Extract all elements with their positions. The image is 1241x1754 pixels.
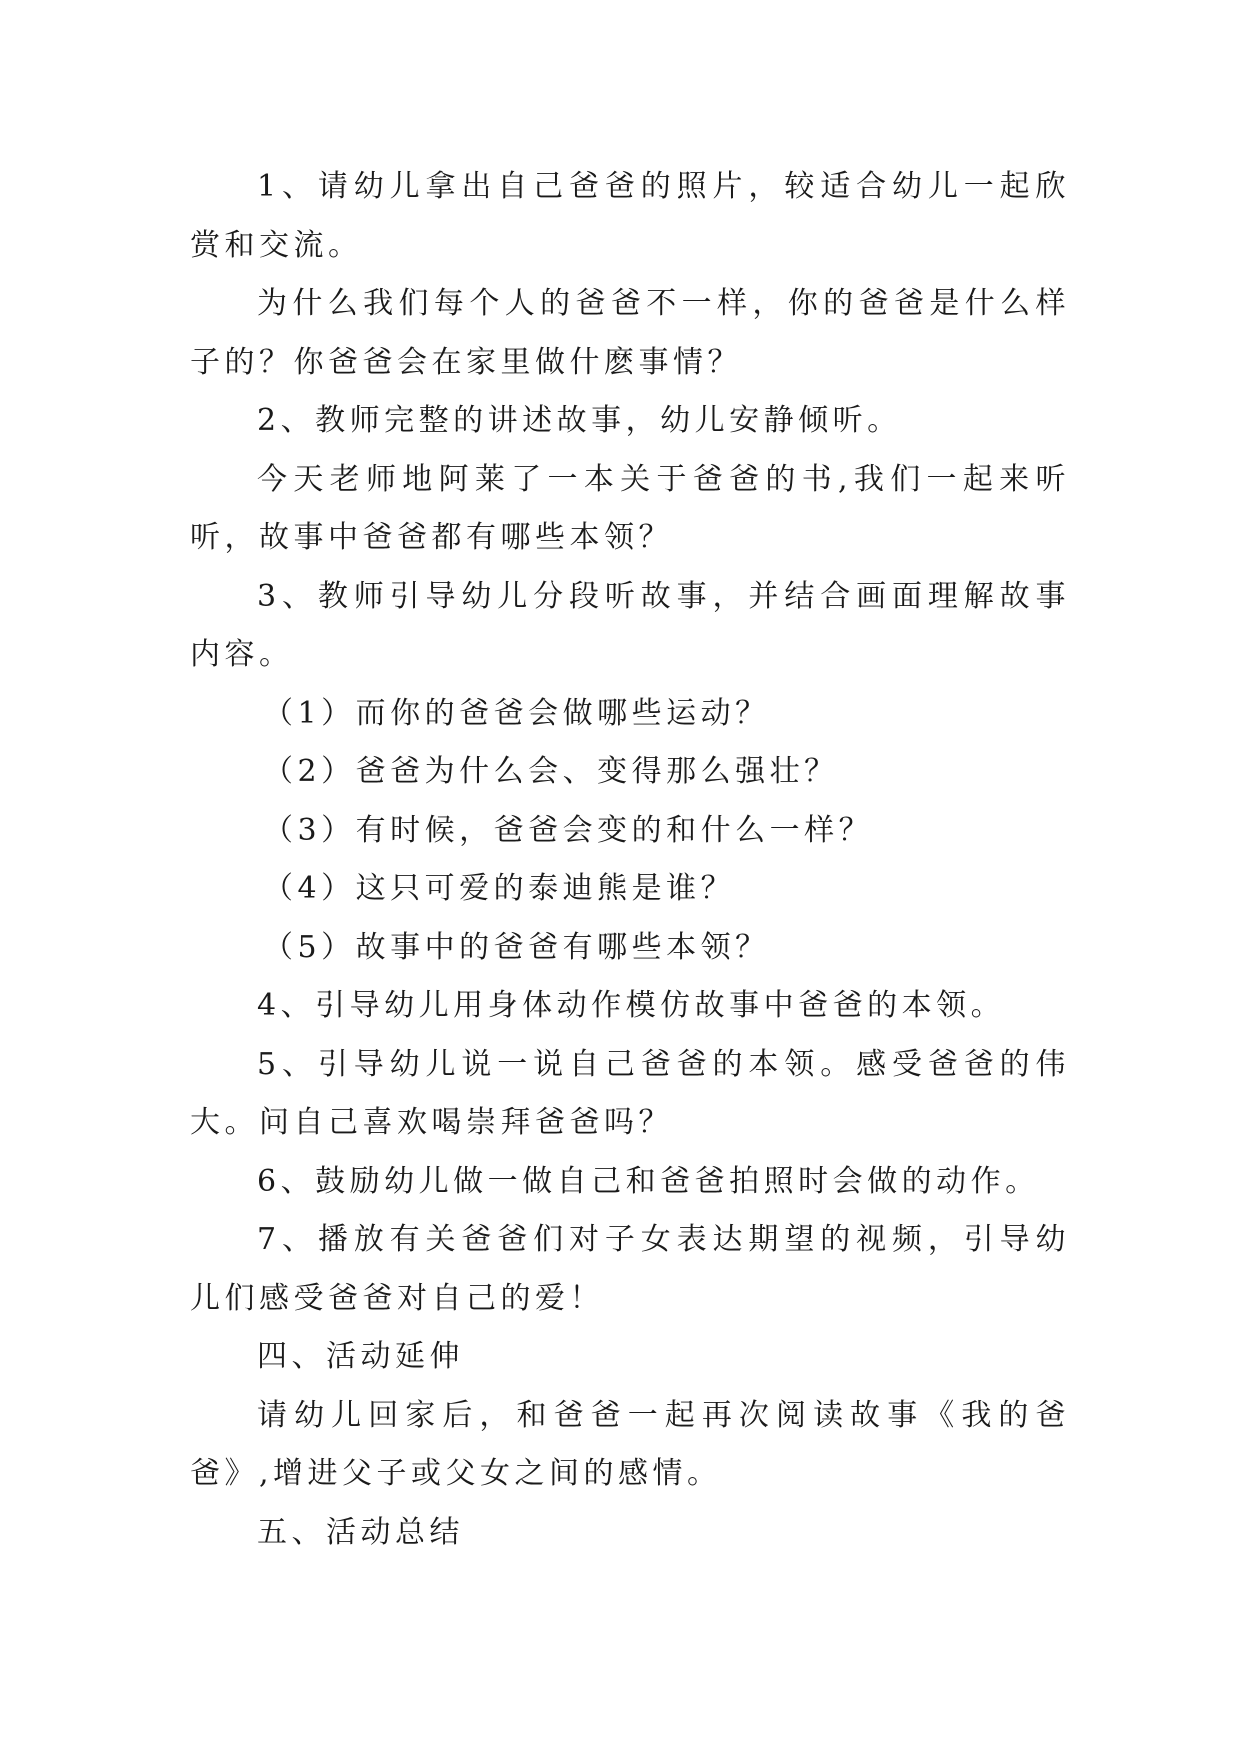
- paragraph-extension: 请幼儿回家后，和爸爸一起再次阅读故事《我的爸爸》,增进父子或父女之间的感情。: [190, 1397, 1070, 1491]
- paragraph-question-5: （5）故事中的爸爸有哪些本领？: [263, 929, 770, 965]
- section-heading-extension: 四、活动延伸: [257, 1339, 464, 1374]
- paragraph-step-7: 7、播放有关爸爸们对子女表达期望的视频，引导幼儿们感受爸爸对自己的爱！: [190, 1222, 1070, 1316]
- paragraph-question-4: （4）这只可爱的泰迪熊是谁？: [263, 871, 736, 906]
- paragraph-step-4: 4、引导幼儿用身体动作模仿故事中爸爸的本领。: [257, 988, 1006, 1023]
- document-body: [190, 158, 1070, 1562]
- paragraph-question-1: （1）而你的爸爸会做哪些运动？: [263, 695, 770, 731]
- paragraph-step-5: 5、引导幼儿说一说自己爸爸的本领。感受爸爸的伟大。问自己喜欢喝崇拜爸爸吗？: [190, 1046, 1070, 1140]
- paragraph-step-1: 1、请幼儿拿出自己爸爸的照片，较适合幼儿一起欣赏和交流。: [190, 169, 1070, 263]
- section-heading-summary: 五、活动总结: [257, 1514, 464, 1550]
- paragraph-step-3: 3、教师引导幼儿分段听故事，并结合画面理解故事内容。: [190, 578, 1070, 672]
- paragraph-step-2: 2、教师完整的讲述故事，幼儿安静倾听。: [257, 403, 902, 438]
- paragraph-question-intro: 为什么我们每个人的爸爸不一样，你的爸爸是什么样子的？你爸爸会在家里做什麽事情？: [190, 286, 1070, 380]
- paragraph-step-6: 6、鼓励幼儿做一做自己和爸爸拍照时会做的动作。: [257, 1163, 1040, 1199]
- paragraph-question-2: （2）爸爸为什么会、变得那么强壮？: [263, 754, 839, 789]
- paragraph-teacher-intro: 今天老师地阿莱了一本关于爸爸的书,我们一起来听听，故事中爸爸都有哪些本领？: [190, 461, 1070, 555]
- paragraph-question-3: （3）有时候，爸爸会变的和什么一样？: [263, 812, 874, 848]
